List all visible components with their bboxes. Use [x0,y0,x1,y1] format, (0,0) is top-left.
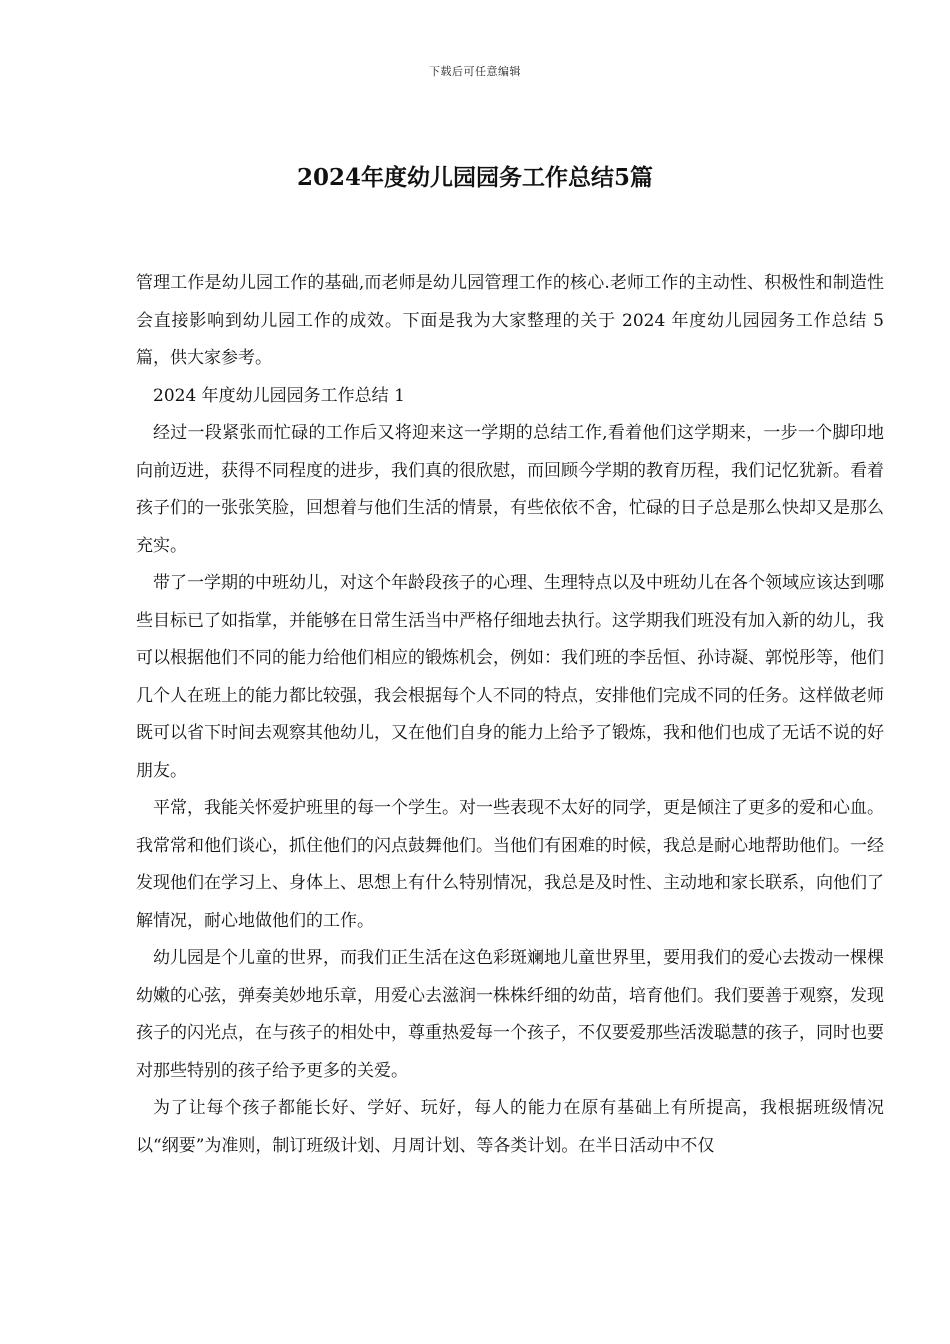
header-note: 下载后可任意编辑 [429,65,521,78]
section-heading: 2024 年度幼儿园园务工作总结 1 [153,385,405,406]
body-paragraph: 经过一段紧张而忙碌的工作后又将迎来这一学期的总结工作,看着他们这学期来，一步一个脚印地向前迈进，获得不同程度的进步，我们真的很欣慰，而回顾今学期的教育历程，我们记忆犹新。看着孩子们的一张张笑脸，回想着与他们生活的情景，有些依依不舍，忙碌的日子总是那么快却又是那么充实。 [136,423,884,556]
body-paragraph: 幼儿园是个儿童的世界，而我们正生活在这色彩斑斓地儿童世界里，要用我们的爱心去拨动一棵棵幼嫩的心弦，弹奏美妙地乐章，用爱心去滋润一株株纤细的幼苗，培育他们。我们要善于观察，发现孩子的闪光点，在与孩子的相处中，尊重热爱每一个孩子，不仅要爱那些活泼聪慧的孩子，同时也要对那些特别的孩子给予更多的关爱。 [136,948,884,1081]
body-paragraph: 平常，我能关怀爱护班里的每一个学生。对一些表现不太好的同学，更是倾注了更多的爱和心血。我常常和他们谈心，抓住他们的闪点鼓舞他们。当他们有困难的时候，我总是耐心地帮助他们。一经发现他们在学习上、身体上、思想上有什么特别情况，我总是及时性、主动地和家长联系，向他们了解情况，耐心地做他们的工作。 [136,798,884,931]
body-paragraph: 带了一学期的中班幼儿，对这个年龄段孩子的心理、生理特点以及中班幼儿在各个领域应该达到哪些目标已了如指掌，并能够在日常生活当中严格仔细地去执行。这学期我们班没有加入新的幼儿，我可以根据他们不同的能力给他们相应的锻炼机会，例如：我们班的李岳恒、孙诗凝、郭悦彤等，他们几个人在班上的能力都比较强，我会根据每个人不同的特点，安排他们完成不同的任务。这样做老师既可以省下时间去观察其他幼儿，又在他们自身的能力上给予了锻炼，我和他们也成了无话不说的好朋友。 [136,573,884,781]
intro-paragraph: 管理工作是幼儿园工作的基础,而老师是幼儿园管理工作的核心.老师工作的主动性、积极性和制造性会直接影响到幼儿园工作的成效。下面是我为大家整理的关于 2024 年度幼儿园园务工作总结 5 篇，供大家参考。 [136,273,884,368]
document-body [136,265,884,1165]
body-paragraph: 为了让每个孩子都能长好、学好、玩好，每人的能力在原有基础上有所提高，我根据班级情况以“纲要”为准则，制订班级计划、月周计划、等各类计划。在半日活动中不仅 [136,1098,884,1156]
document-title: 2024年度幼儿园园务工作总结5篇 [296,164,654,191]
